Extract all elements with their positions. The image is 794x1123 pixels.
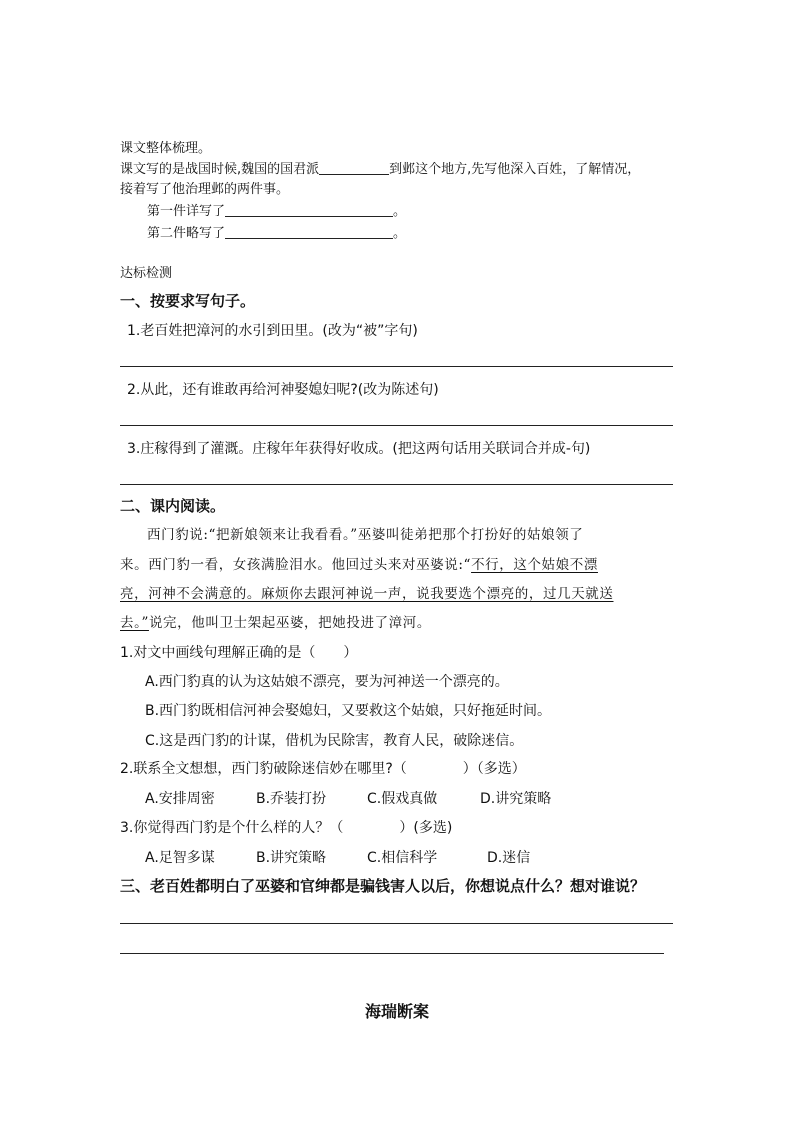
passage-line-2-start: 来。西门豹一看，女孩满脸泪水。他回过头来对巫婆说:“ [120, 557, 472, 573]
first-event-period: 。 [393, 204, 407, 219]
reading-q2-option-d[interactable]: D.讲究策略 [480, 791, 552, 807]
summary-heading: 课文整体梳理。 [120, 141, 212, 156]
reading-question-1: 1.对文中画线句理解正确的是（ ） [120, 645, 358, 661]
passage-line-2 [120, 556, 598, 574]
reading-question-2: 2.联系全文想想，西门豹破除迷信妙在哪里?（ ）（多选） [120, 761, 526, 777]
passage-line-4-end: 说完，他叫卫士架起巫婆，把她投进了漳河。 [148, 615, 431, 631]
section-1-question-2: 2.从此，还有谁敢再给河神娶媳妇呢?(改为陈述句) [127, 382, 439, 398]
reading-q2-option-b[interactable]: B.乔装打扮 [256, 791, 327, 807]
summary-line-1 [120, 160, 640, 179]
reading-q1-option-a[interactable]: A.西门豹真的认为这姑娘不漂亮，要为河神送一个漂亮的。 [145, 674, 509, 690]
section-3-title: 三、老百姓都明白了巫婆和官绅都是骗钱害人以后，你想说点什么？想对谁说？ [120, 877, 646, 895]
underlined-sentence-part-3: 去。” [120, 615, 149, 631]
answer-blank-envoy[interactable] [319, 160, 389, 175]
reading-q2-option-a[interactable]: A.安排周密 [145, 791, 215, 807]
next-lesson-title: 海瑞断案 [364, 1002, 429, 1021]
answer-blank-second-event[interactable] [225, 224, 393, 239]
reading-q1-option-c[interactable]: C.这是西门豹的计谋，借机为民除害，教育人民，破除迷信。 [145, 733, 524, 749]
section-2-title: 二、课内阅读。 [120, 497, 226, 515]
underlined-sentence-part-1: 不行，这个姑娘不漂 [471, 557, 598, 573]
reading-q3-option-d[interactable]: D.迷信 [487, 850, 531, 866]
summary-line-1-end: 到邺这个地方,先写他深入百姓，了解情况， [389, 162, 641, 177]
reading-q3-option-a[interactable]: A.足智多谋 [145, 850, 215, 866]
reading-q3-option-c[interactable]: C.相信科学 [367, 850, 438, 866]
summary-first-event [147, 202, 406, 221]
summary-line-2: 接着写了他治理邺的两件事。 [120, 182, 290, 197]
answer-line-s1-q3[interactable] [120, 484, 673, 485]
passage-line-4 [120, 614, 431, 632]
reading-question-3: 3.你觉得西门豹是个什么样的人？（ ）(多选) [120, 820, 453, 836]
passage-line-1: 西门豹说:“把新娘领来让我看看。”巫婆叫徒弟把那个打扮好的姑娘领了 [147, 527, 584, 543]
answer-line-s1-q1[interactable] [120, 366, 673, 367]
section-1-title: 一、按要求写句子。 [120, 292, 256, 310]
answer-blank-first-event[interactable] [225, 202, 393, 217]
reading-q3-option-b[interactable]: B.讲究策略 [256, 850, 327, 866]
summary-line-1-start: 课文写的是战国时候,魏国的国君派 [120, 162, 320, 177]
second-event-period: 。 [393, 226, 407, 241]
section-1-question-3: 3.庄稼得到了灌溉。庄稼年年获得好收成。(把这两句话用关联词合并成-句) [127, 441, 591, 457]
first-event-label: 第一件详写了 [147, 204, 226, 219]
answer-line-s3-1[interactable] [120, 923, 673, 924]
answer-line-s1-q2[interactable] [120, 425, 673, 426]
underlined-sentence-part-2: 亮，河神不会满意的。麻烦你去跟河神说一声，说我要选个漂亮的，过几天就送 [120, 586, 614, 602]
test-heading: 达标检测 [120, 266, 173, 281]
answer-line-s3-2[interactable] [120, 953, 664, 954]
second-event-label: 第二件略写了 [147, 226, 226, 241]
summary-second-event [147, 224, 406, 243]
reading-q2-option-c[interactable]: C.假戏真做 [367, 791, 438, 807]
section-1-question-1: 1.老百姓把漳河的水引到田里。(改为“被”字句) [127, 323, 418, 339]
reading-q1-option-b[interactable]: B.西门豹既相信河神会娶媳妇，又要救这个姑娘，只好拖延时间。 [145, 703, 552, 719]
